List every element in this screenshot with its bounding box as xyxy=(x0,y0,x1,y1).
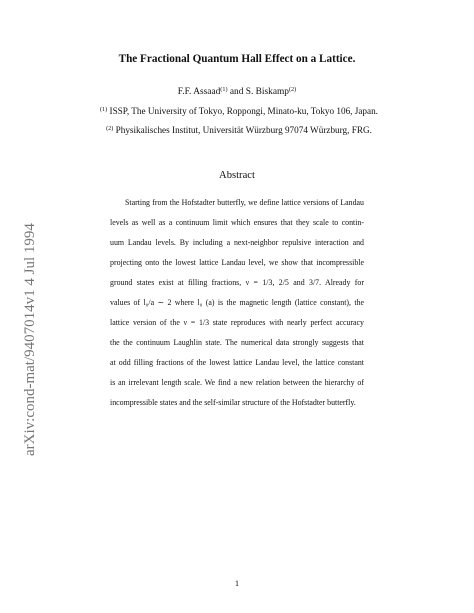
author-name: S. Biskamp xyxy=(245,87,289,97)
paper-title: The Fractional Quantum Hall Effect on a Lattice. xyxy=(118,53,356,65)
affiliation-marker: (2) xyxy=(106,125,114,132)
author-affiliation-marker: (1) xyxy=(220,86,228,93)
abstract-line: uum Landau levels. By including a next-neighbor repulsive interaction and xyxy=(110,238,364,247)
author-name: F.F. Assaad xyxy=(177,87,221,97)
author-joiner: and xyxy=(229,87,244,97)
affiliation-text: ISSP, The University of Tokyo, Roppongi, Minato-ku, Tokyo 106, Japan. xyxy=(109,106,378,116)
abstract-heading: Abstract xyxy=(219,170,255,181)
abstract-line: is an irrelevant length scale. We find a new relation between the hierarchy of xyxy=(110,378,364,387)
abstract-line: lattice version of the ν = 1/3 state reproduces with nearly perfect accuracy xyxy=(110,318,364,327)
affiliation-line xyxy=(80,124,398,136)
author-affiliation-marker: (2) xyxy=(289,86,297,93)
affiliation-line xyxy=(80,105,398,117)
abstract-body xyxy=(110,193,364,413)
abstract-line: levels as well as a continuum limit which ensures that they scale to contin- xyxy=(110,218,364,227)
author-list xyxy=(70,86,404,98)
page-number: 1 xyxy=(234,578,240,588)
abstract-line: the the continuum Laughlin state. The numerical data strongly suggests that xyxy=(110,338,364,347)
affiliation-marker: (1) xyxy=(100,106,108,113)
abstract-line: at odd filling fractions of the lowest lattice Landau level, the lattice constant xyxy=(110,358,364,367)
affiliation-text: Physikalisches Institut, Universität Würzburg 97074 Würzburg, FRG. xyxy=(115,125,372,135)
abstract-line: incompressible states and the self-similar structure of the Hofstadter butterfly. xyxy=(110,398,356,407)
arxiv-identifier-text: arXiv:cond-mat/9407014v1 4 Jul 1994 xyxy=(22,223,38,456)
abstract-line: projecting onto the lowest lattice Landau level, we show that incompressible xyxy=(110,258,364,267)
abstract-line: values of l₀/a ∼ 2 where l₀ (a) is the magnetic length (lattice constant), the xyxy=(110,298,364,307)
arxiv-identifier-stamp xyxy=(22,162,39,456)
abstract-line: ground states exist at filling fractions, ν = 1/3, 2/5 and 3/7. Already for xyxy=(110,278,364,287)
abstract-line: Starting from the Hofstadter butterfly, we define lattice versions of Landau xyxy=(125,198,364,207)
